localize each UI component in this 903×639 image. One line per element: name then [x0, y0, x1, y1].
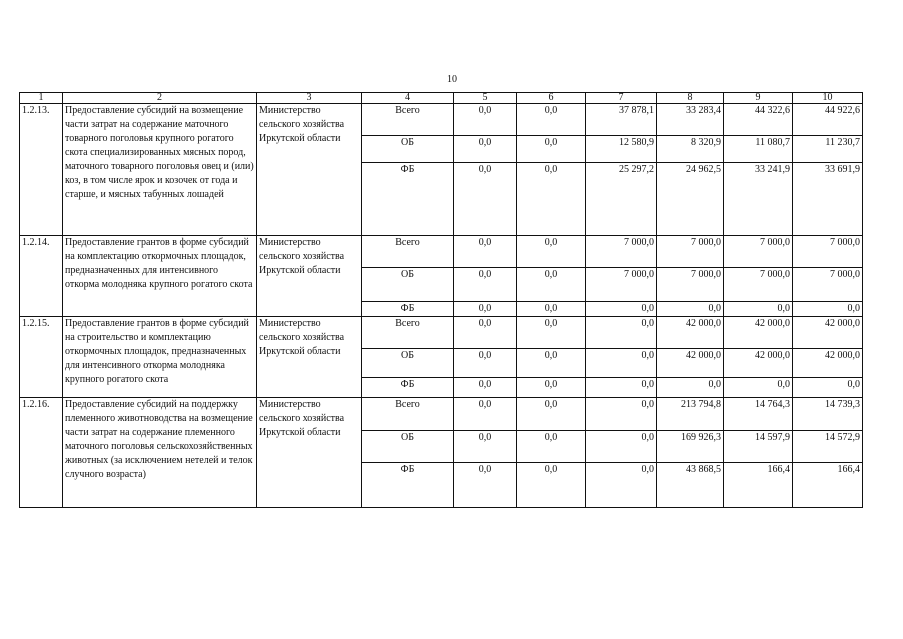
budget-kind: Всего — [362, 104, 454, 136]
value-cell: 0,0 — [517, 378, 586, 398]
budget-kind: ОБ — [362, 431, 454, 463]
value-cell: 0,0 — [517, 317, 586, 349]
value-cell: 7 000,0 — [793, 268, 863, 302]
value-cell: 0,0 — [724, 302, 793, 317]
item-number: 1.2.13. — [20, 104, 63, 236]
value-cell: 0,0 — [793, 378, 863, 398]
item-description: Предоставление субсидий на поддержку племенного животноводства на возмещение части затрат на содержание племенного маточного поголовья сельскохозяйственных животных (за исключением нетелей и телок случного возраста) — [63, 398, 257, 508]
value-cell: 14 572,9 — [793, 431, 863, 463]
item-ministry: Министерство сельского хозяйства Иркутской области — [257, 236, 362, 317]
value-cell: 11 080,7 — [724, 136, 793, 163]
budget-kind: ФБ — [362, 378, 454, 398]
budget-kind: ФБ — [362, 302, 454, 317]
value-cell: 0,0 — [454, 378, 517, 398]
value-cell: 0,0 — [517, 236, 586, 268]
budget-kind: ФБ — [362, 163, 454, 236]
value-cell: 0,0 — [586, 463, 657, 508]
value-cell: 0,0 — [454, 268, 517, 302]
value-cell: 14 597,9 — [724, 431, 793, 463]
budget-kind: ФБ — [362, 463, 454, 508]
value-cell: 0,0 — [454, 302, 517, 317]
value-cell: 0,0 — [454, 349, 517, 378]
table-row — [20, 236, 863, 268]
item-number: 1.2.14. — [20, 236, 63, 317]
value-cell: 7 000,0 — [724, 268, 793, 302]
value-cell: 0,0 — [517, 136, 586, 163]
value-cell: 25 297,2 — [586, 163, 657, 236]
value-cell: 0,0 — [454, 398, 517, 431]
value-cell: 11 230,7 — [793, 136, 863, 163]
item-description: Предоставление грантов в форме субсидий на комплектацию откормочных площадок, предназначенных для интенсивного откорма молодняка крупного рогатого скота — [63, 236, 257, 317]
budget-kind: ОБ — [362, 136, 454, 163]
column-header: 10 — [793, 93, 863, 104]
value-cell: 0,0 — [724, 378, 793, 398]
value-cell: 0,0 — [586, 398, 657, 431]
value-cell: 0,0 — [454, 136, 517, 163]
item-description: Предоставление грантов в форме субсидий на строительство и комплектацию откормочных площадок, предназначенных для интенсивного откорма молодняка крупного рогатого скота — [63, 317, 257, 398]
value-cell: 0,0 — [517, 463, 586, 508]
value-cell: 0,0 — [586, 431, 657, 463]
value-cell: 43 868,5 — [657, 463, 724, 508]
budget-kind: Всего — [362, 317, 454, 349]
table-row — [20, 104, 863, 136]
value-cell: 0,0 — [454, 431, 517, 463]
table-row — [20, 317, 863, 349]
value-cell: 42 000,0 — [724, 317, 793, 349]
value-cell: 0,0 — [454, 463, 517, 508]
page-number: 10 — [447, 74, 457, 85]
value-cell: 0,0 — [793, 302, 863, 317]
value-cell: 0,0 — [517, 302, 586, 317]
value-cell: 7 000,0 — [657, 236, 724, 268]
value-cell: 7 000,0 — [724, 236, 793, 268]
value-cell: 8 320,9 — [657, 136, 724, 163]
value-cell: 0,0 — [586, 302, 657, 317]
column-header: 1 — [20, 93, 63, 104]
item-ministry: Министерство сельского хозяйства Иркутской области — [257, 104, 362, 236]
table-row — [20, 398, 863, 431]
value-cell: 0,0 — [517, 104, 586, 136]
value-cell: 166,4 — [724, 463, 793, 508]
value-cell: 0,0 — [454, 317, 517, 349]
value-cell: 42 000,0 — [793, 317, 863, 349]
value-cell: 0,0 — [586, 378, 657, 398]
value-cell: 0,0 — [517, 349, 586, 378]
value-cell: 24 962,5 — [657, 163, 724, 236]
budget-table — [19, 92, 863, 508]
item-description: Предоставление субсидий на возмещение части затрат на содержание маточного товарного поголовья крупного рогатого скота специализированных мясных пород, маточного товарного поголовья овец и (или) коз, в том числе ярок и козочек от года и старше, и мясных табунных лошадей — [63, 104, 257, 236]
column-header: 3 — [257, 93, 362, 104]
column-header: 6 — [517, 93, 586, 104]
budget-kind: Всего — [362, 236, 454, 268]
column-number-row — [20, 93, 863, 104]
value-cell: 0,0 — [454, 236, 517, 268]
value-cell: 0,0 — [517, 163, 586, 236]
item-ministry: Министерство сельского хозяйства Иркутской области — [257, 317, 362, 398]
value-cell: 12 580,9 — [586, 136, 657, 163]
value-cell: 0,0 — [454, 104, 517, 136]
value-cell: 0,0 — [586, 317, 657, 349]
column-header: 9 — [724, 93, 793, 104]
value-cell: 0,0 — [657, 378, 724, 398]
budget-kind: ОБ — [362, 268, 454, 302]
value-cell: 33 241,9 — [724, 163, 793, 236]
item-number: 1.2.16. — [20, 398, 63, 508]
value-cell: 44 922,6 — [793, 104, 863, 136]
budget-kind: Всего — [362, 398, 454, 431]
value-cell: 37 878,1 — [586, 104, 657, 136]
value-cell: 166,4 — [793, 463, 863, 508]
value-cell: 42 000,0 — [657, 349, 724, 378]
budget-kind: ОБ — [362, 349, 454, 378]
value-cell: 14 739,3 — [793, 398, 863, 431]
value-cell: 0,0 — [657, 302, 724, 317]
value-cell: 7 000,0 — [586, 236, 657, 268]
value-cell: 169 926,3 — [657, 431, 724, 463]
column-header: 7 — [586, 93, 657, 104]
column-header: 4 — [362, 93, 454, 104]
value-cell: 0,0 — [586, 349, 657, 378]
value-cell: 0,0 — [517, 431, 586, 463]
value-cell: 14 764,3 — [724, 398, 793, 431]
value-cell: 213 794,8 — [657, 398, 724, 431]
value-cell: 7 000,0 — [793, 236, 863, 268]
value-cell: 0,0 — [517, 268, 586, 302]
value-cell: 0,0 — [517, 398, 586, 431]
column-header: 8 — [657, 93, 724, 104]
value-cell: 0,0 — [454, 163, 517, 236]
value-cell: 44 322,6 — [724, 104, 793, 136]
value-cell: 7 000,0 — [586, 268, 657, 302]
item-number: 1.2.15. — [20, 317, 63, 398]
value-cell: 7 000,0 — [657, 268, 724, 302]
value-cell: 42 000,0 — [657, 317, 724, 349]
value-cell: 42 000,0 — [793, 349, 863, 378]
value-cell: 33 691,9 — [793, 163, 863, 236]
item-ministry: Министерство сельского хозяйства Иркутской области — [257, 398, 362, 508]
column-header: 2 — [63, 93, 257, 104]
column-header: 5 — [454, 93, 517, 104]
value-cell: 42 000,0 — [724, 349, 793, 378]
value-cell: 33 283,4 — [657, 104, 724, 136]
